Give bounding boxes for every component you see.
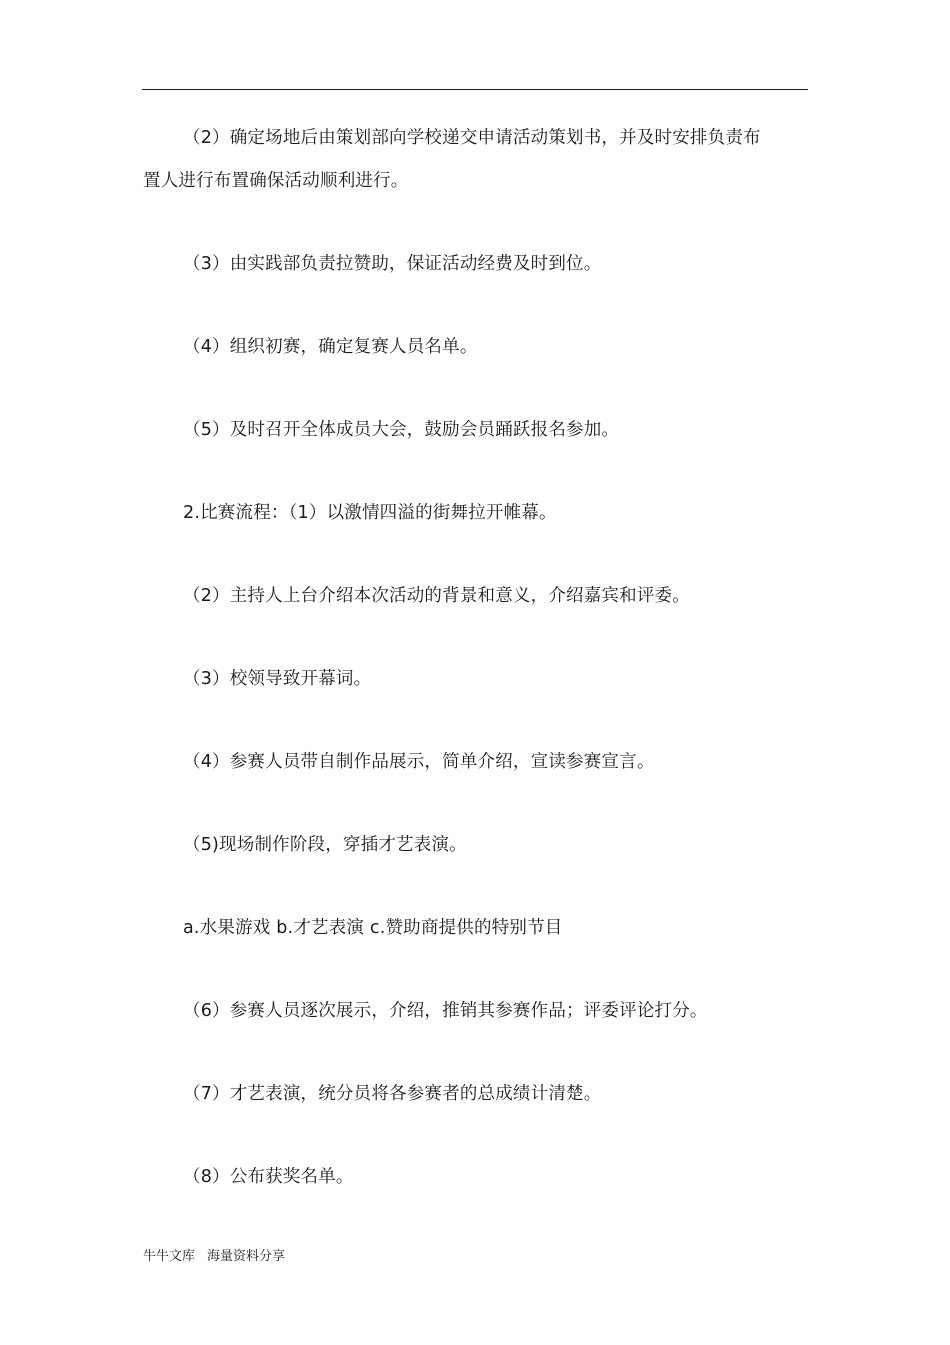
paragraph-line-6: 2.比赛流程：（1）以激情四溢的街舞拉开帷幕。	[183, 503, 557, 523]
paragraph-line-2: 置人进行布置确保活动顺利进行。	[143, 171, 409, 191]
header-rule	[142, 89, 808, 90]
paragraph-line-4: （4）组织初赛，确定复赛人员名单。	[183, 337, 478, 357]
paragraph-line-3: （3）由实践部负责拉赞助，保证活动经费及时到位。	[183, 254, 602, 274]
paragraph-line-12: （6）参赛人员逐次展示，介绍，推销其参赛作品；评委评论打分。	[183, 1001, 708, 1021]
paragraph-line-5: （5）及时召开全体成员大会，鼓励会员踊跃报名参加。	[183, 420, 620, 440]
paragraph-line-1: （2）确定场地后由策划部向学校递交申请活动策划书，并及时安排负责布	[183, 128, 761, 148]
paragraph-line-9: （4）参赛人员带自制作品展示，简单介绍，宣读参赛宣言。	[183, 752, 655, 772]
page-footer	[143, 1249, 285, 1265]
footer-slogan: 海量资料分享	[207, 1249, 286, 1264]
paragraph-line-8: （3）校领导致开幕词。	[183, 669, 372, 689]
paragraph-line-11: a.水果游戏 b.才艺表演 c.赞助商提供的特别节目	[183, 918, 563, 938]
paragraph-line-13: （7）才艺表演，统分员将各参赛者的总成绩计清楚。	[183, 1084, 602, 1104]
paragraph-line-7: （2）主持人上台介绍本次活动的背景和意义，介绍嘉宾和评委。	[183, 586, 690, 606]
paragraph-line-14: （8）公布获奖名单。	[183, 1167, 354, 1187]
footer-brand: 牛牛文库	[143, 1249, 196, 1264]
paragraph-line-10: （5)现场制作阶段，穿插才艺表演。	[183, 835, 467, 855]
